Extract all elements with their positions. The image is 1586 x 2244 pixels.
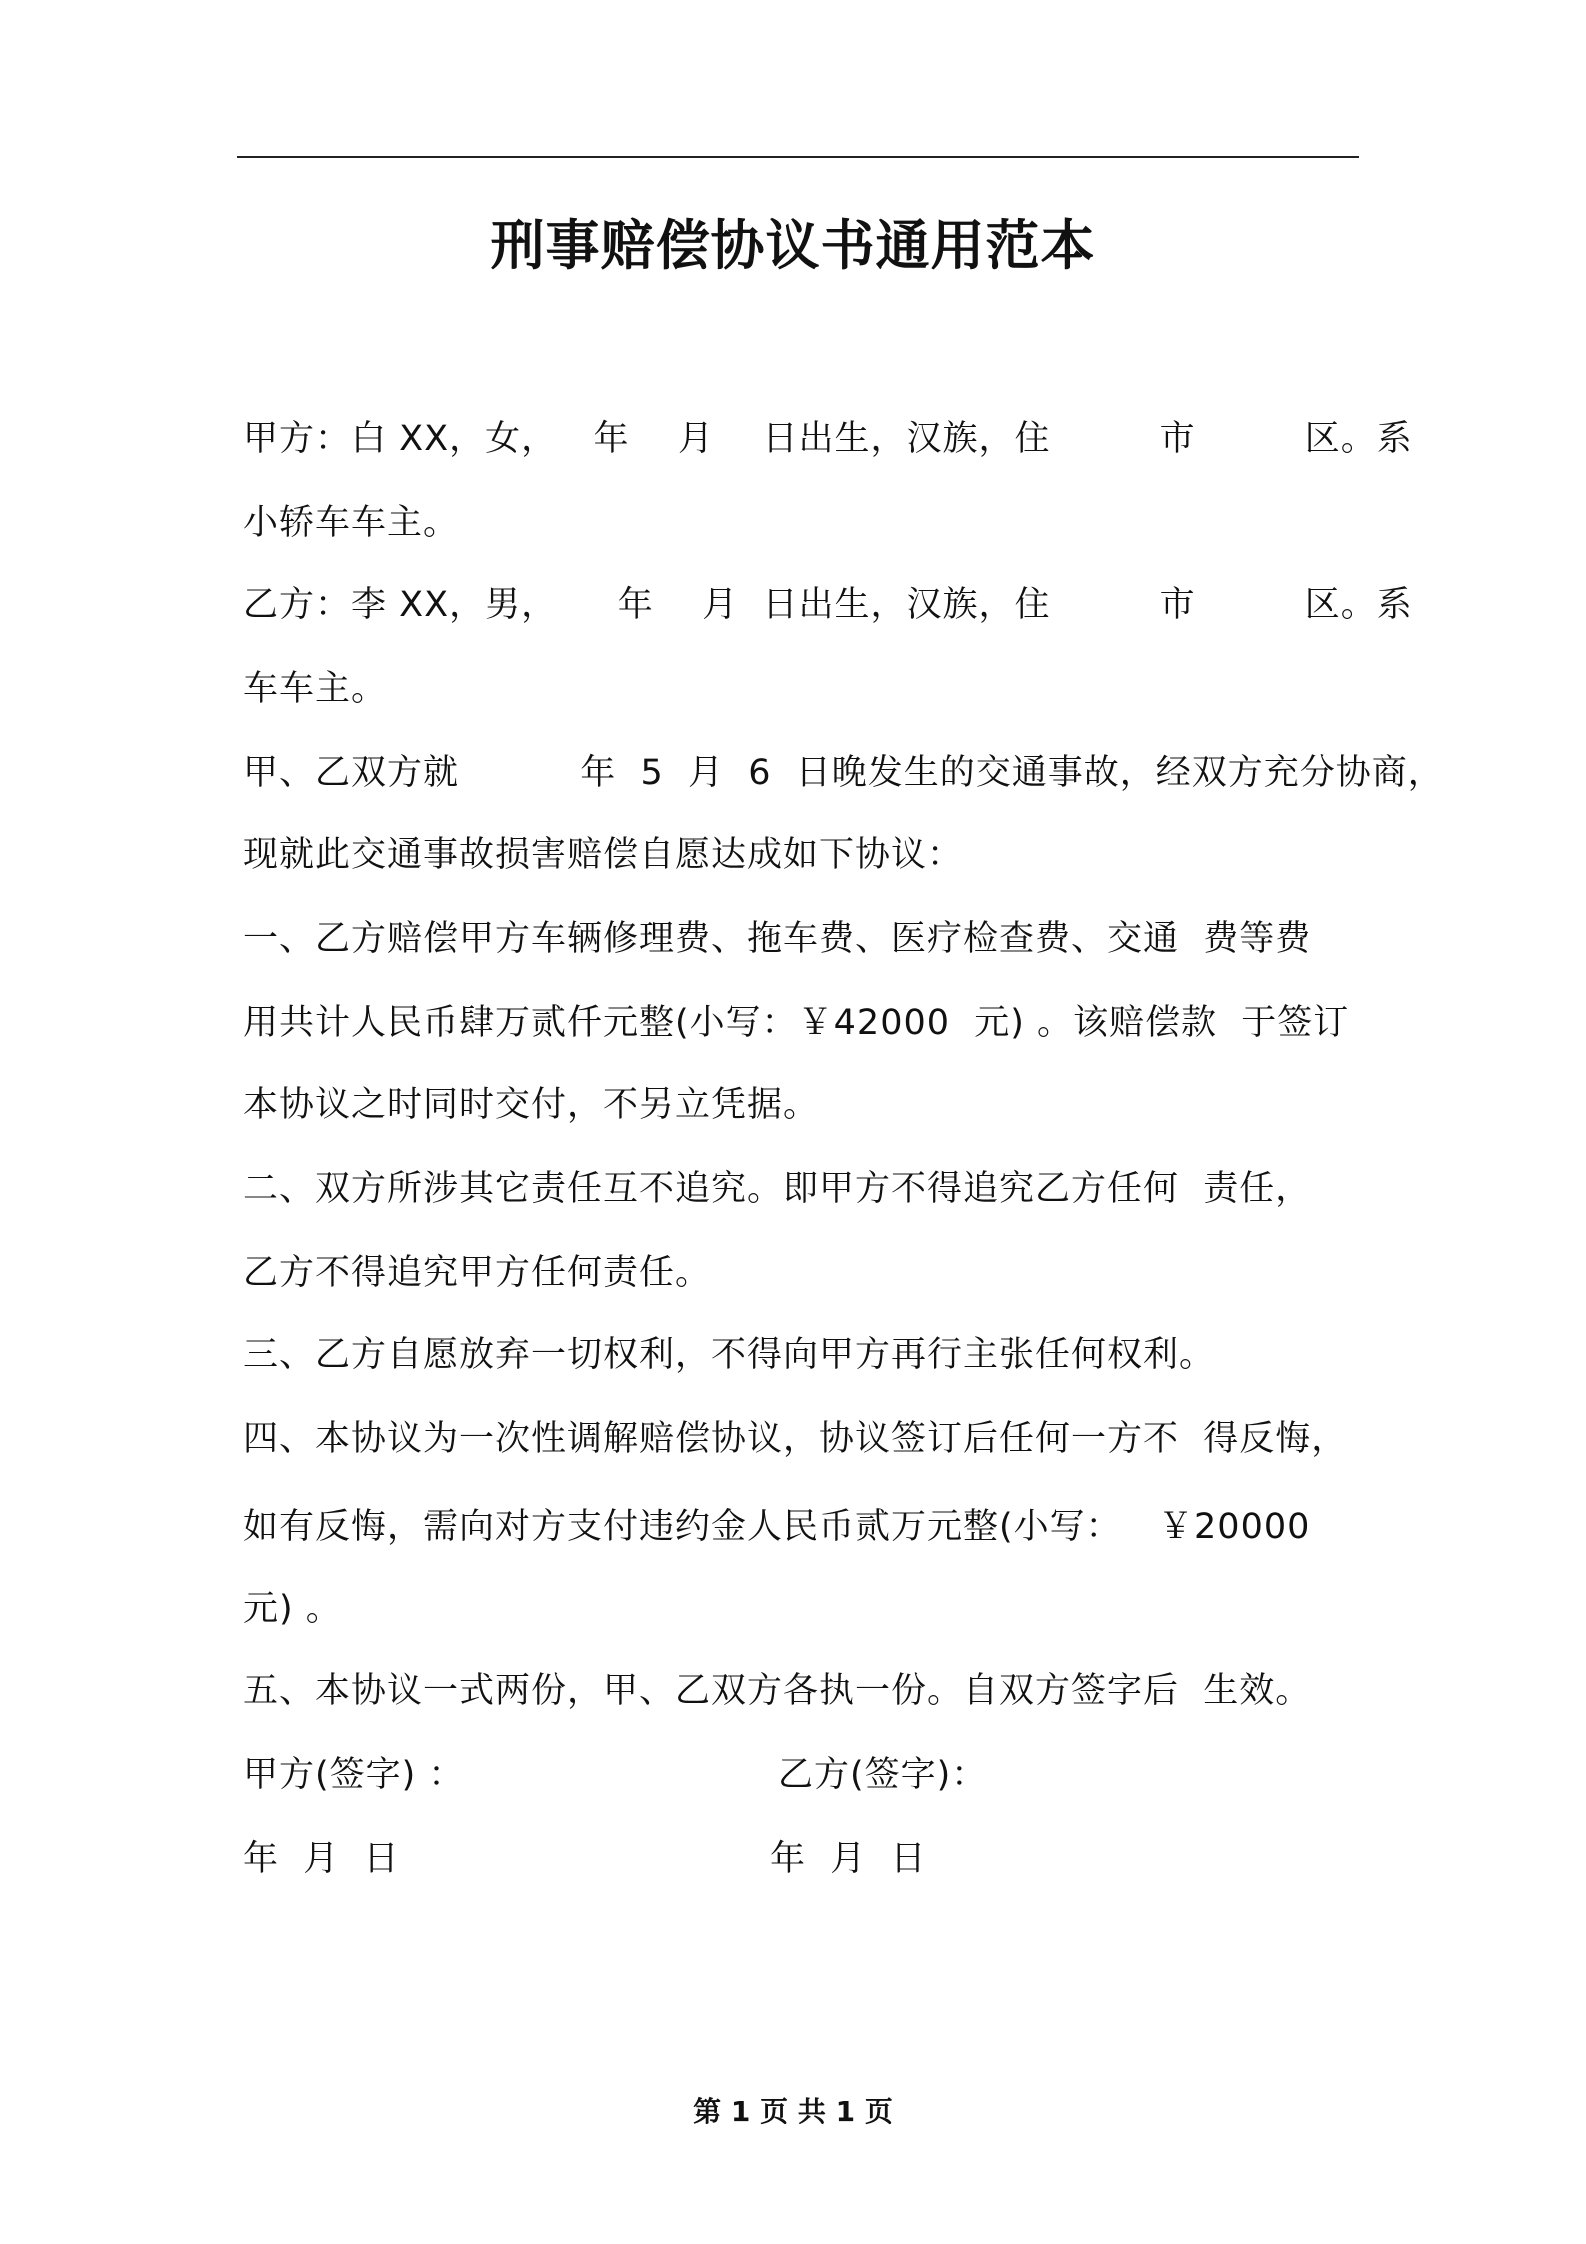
party-b-line-2: 车车主。	[243, 669, 388, 709]
document-title: 刑事赔偿协议书通用范本	[490, 214, 1096, 277]
clause-1-line-2: 用共计人民币肆万贰仟元整(小写：￥42000 元) 。该赔偿款 于签订	[243, 1003, 1350, 1043]
clause-4-line-2: 如有反悔，需向对方支付违约金人民币贰万元整(小写： ￥20000	[243, 1507, 1311, 1547]
party-b-signature-label: 乙方(签字)：	[778, 1755, 988, 1795]
party-a-date: 年 月 日	[243, 1839, 400, 1879]
party-b-line-1: 乙方：李 XX，男， 年 月 日出生，汉族，住 市 区。系	[243, 585, 1413, 625]
clause-4-line-3: 元) 。	[243, 1589, 342, 1629]
preamble-line-1: 甲、乙双方就 年 5 月 6 日晚发生的交通事故，经双方充分协商，	[243, 753, 1444, 793]
clause-5-line-1: 五、本协议一式两份，甲、乙双方各执一份。自双方签字后 生效。	[243, 1671, 1312, 1711]
header-divider	[237, 156, 1359, 158]
clause-3-line-1: 三、乙方自愿放弃一切权利，不得向甲方再行主张任何权利。	[243, 1335, 1216, 1375]
party-a-line-2: 小轿车车主。	[243, 503, 460, 543]
preamble-line-2: 现就此交通事故损害赔偿自愿达成如下协议：	[243, 835, 964, 875]
clause-1-line-3: 本协议之时同时交付，不另立凭据。	[243, 1085, 820, 1125]
party-a-line-1: 甲方：白 XX，女， 年 月 日出生，汉族，住 市 区。系	[243, 419, 1413, 459]
party-a-signature-label: 甲方(签字) ：	[243, 1755, 465, 1795]
clause-1-line-1: 一、乙方赔偿甲方车辆修理费、拖车费、医疗检查费、交通 费等费	[243, 919, 1312, 959]
page-footer: 第 1 页 共 1 页	[693, 2095, 893, 2128]
clause-2-line-1: 二、双方所涉其它责任互不追究。即甲方不得追究乙方任何 责任，	[243, 1169, 1312, 1209]
clause-2-line-2: 乙方不得追究甲方任何责任。	[243, 1253, 712, 1293]
clause-4-line-1: 四、本协议为一次性调解赔偿协议，协议签订后任何一方不 得反悔，	[243, 1419, 1348, 1459]
party-b-date: 年 月 日	[770, 1839, 927, 1879]
